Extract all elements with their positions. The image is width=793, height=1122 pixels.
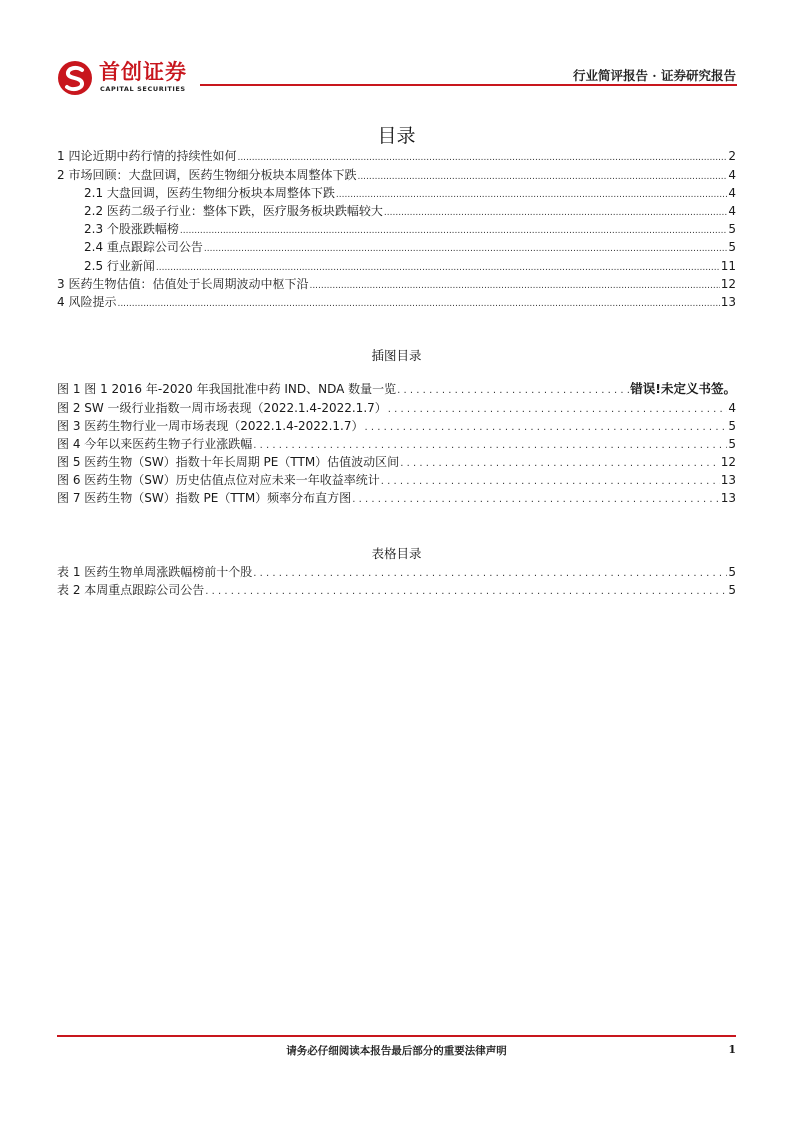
table-entry-label: 表 2 本周重点跟踪公司公告 bbox=[57, 583, 205, 597]
figure-entry-label: 图 2 SW 一级行业指数一周市场表现（2022.1.4-2022.1.7） bbox=[57, 401, 387, 415]
brand-name-cn: 首创证券 bbox=[99, 60, 187, 84]
toc-entry-page: 5 bbox=[728, 222, 736, 236]
figure-entry-label: 图 1 图 1 2016 年-2020 年我国批准中药 IND、NDA 数量一览 bbox=[57, 382, 397, 396]
dot-leader bbox=[180, 223, 727, 239]
toc-entry-page: 4 bbox=[728, 168, 736, 182]
figure-entry[interactable] bbox=[57, 454, 736, 470]
toc-entry-label: 4 风险提示 bbox=[57, 295, 117, 309]
table-entry-label: 表 1 医药生物单周涨跌幅榜前十个股 bbox=[57, 565, 253, 579]
figure-entry-label: 图 6 医药生物（SW）历史估值点位对应未来一年收益率统计 bbox=[57, 473, 380, 487]
report-type: 行业简评报告 · 证券研究报告 bbox=[572, 68, 736, 83]
toc-entry-label: 2.2 医药二级子行业：整体下跌，医疗服务板块跌幅较大 bbox=[84, 204, 383, 218]
dot-leader bbox=[117, 296, 719, 312]
figure-entry[interactable] bbox=[57, 490, 736, 506]
table-list-title: 表格目录 bbox=[371, 546, 422, 561]
figure-entry-page: 5 bbox=[728, 419, 736, 433]
figure-entry-label: 图 4 今年以来医药生物子行业涨跌幅 bbox=[57, 437, 253, 451]
dot-leader bbox=[336, 187, 727, 203]
toc-entry[interactable] bbox=[84, 185, 736, 201]
dot-leader bbox=[156, 260, 720, 276]
toc-entry-label: 3 医药生物估值：估值处于长周期波动中枢下沿 bbox=[57, 277, 309, 291]
dot-leader bbox=[253, 566, 727, 582]
dot-leader bbox=[237, 150, 727, 166]
figure-entry-page: 12 bbox=[720, 455, 736, 469]
figure-entry-page: 错误!未定义书签。 bbox=[630, 381, 736, 396]
figure-entry-page: 4 bbox=[728, 401, 736, 415]
toc-entry-label: 1 四论近期中药行情的持续性如何 bbox=[57, 149, 237, 163]
toc-entry-page: 12 bbox=[720, 277, 736, 291]
toc-entry-label: 2.4 重点跟踪公司公告 bbox=[84, 240, 203, 254]
figure-entry[interactable] bbox=[57, 472, 736, 488]
toc-title: 目录 bbox=[377, 125, 416, 147]
toc-entry-label: 2.1 大盘回调，医药生物细分板块本周整体下跌 bbox=[84, 186, 335, 200]
dot-leader bbox=[357, 169, 727, 185]
figure-entry-label: 图 7 医药生物（SW）指数 PE（TTM）频率分布直方图 bbox=[57, 491, 352, 505]
figure-entry[interactable] bbox=[57, 381, 736, 397]
dot-leader bbox=[205, 584, 727, 600]
dot-leader bbox=[309, 278, 719, 294]
footer-divider bbox=[57, 1035, 736, 1037]
toc-entry[interactable] bbox=[84, 203, 736, 219]
figure-entry-label: 图 5 医药生物（SW）指数十年长周期 PE（TTM）估值波动区间 bbox=[57, 455, 400, 469]
toc-entry[interactable] bbox=[84, 239, 736, 255]
toc-entry-label: 2.3 个股涨跌幅榜 bbox=[84, 222, 179, 236]
dot-leader bbox=[388, 402, 728, 418]
figure-entry-page: 13 bbox=[720, 491, 736, 505]
table-entry-page: 5 bbox=[728, 583, 736, 597]
toc-entry-page: 2 bbox=[728, 149, 736, 163]
toc-entry-label: 2.5 行业新闻 bbox=[84, 259, 155, 273]
dot-leader bbox=[381, 474, 720, 490]
figure-entry[interactable] bbox=[57, 400, 736, 416]
capital-securities-logo-icon bbox=[57, 60, 93, 96]
dot-leader bbox=[253, 438, 727, 454]
legal-disclaimer: 请务必仔细阅读本报告最后部分的重要法律声明 bbox=[286, 1045, 507, 1057]
toc-entry[interactable] bbox=[57, 276, 736, 292]
toc-entry-page: 13 bbox=[720, 295, 736, 309]
dot-leader bbox=[364, 420, 727, 436]
table-entry[interactable] bbox=[57, 582, 736, 598]
dot-leader bbox=[352, 492, 720, 508]
page-number: 1 bbox=[728, 1043, 736, 1056]
figure-entry-page: 13 bbox=[720, 473, 736, 487]
toc-entry[interactable] bbox=[57, 167, 736, 183]
dot-leader bbox=[397, 383, 629, 399]
toc-entry[interactable] bbox=[84, 221, 736, 237]
table-entry[interactable] bbox=[57, 564, 736, 580]
figure-entry-label: 图 3 医药生物行业一周市场表现（2022.1.4-2022.1.7） bbox=[57, 419, 364, 433]
figure-entry-page: 5 bbox=[728, 437, 736, 451]
figure-entry[interactable] bbox=[57, 436, 736, 452]
dot-leader bbox=[204, 241, 727, 257]
toc-entry-page: 5 bbox=[728, 240, 736, 254]
toc-entry[interactable] bbox=[84, 258, 736, 274]
figure-entry[interactable] bbox=[57, 418, 736, 434]
toc-entry[interactable] bbox=[57, 148, 736, 164]
toc-entry[interactable] bbox=[57, 294, 736, 310]
dot-leader bbox=[400, 456, 720, 472]
figure-list-title: 插图目录 bbox=[371, 348, 422, 363]
brand-name-en: CAPITAL SECURITIES bbox=[100, 85, 186, 93]
header-divider bbox=[200, 84, 737, 86]
table-entry-page: 5 bbox=[728, 565, 736, 579]
toc-entry-page: 4 bbox=[728, 186, 736, 200]
toc-entry-page: 11 bbox=[720, 259, 736, 273]
dot-leader bbox=[384, 205, 727, 221]
toc-entry-page: 4 bbox=[728, 204, 736, 218]
toc-entry-label: 2 市场回顾：大盘回调，医药生物细分板块本周整体下跌 bbox=[57, 168, 357, 182]
